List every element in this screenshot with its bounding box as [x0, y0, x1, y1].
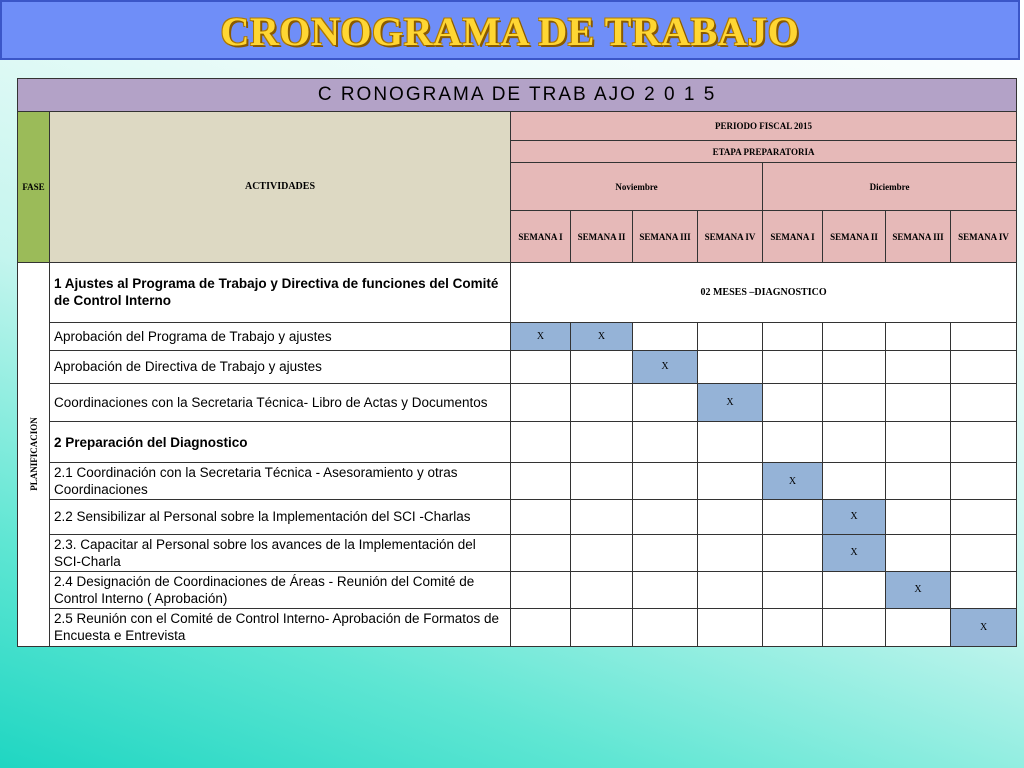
schedule-cell [633, 422, 698, 463]
schedule-cell [951, 422, 1017, 463]
schedule-mark: X [633, 350, 698, 383]
table-row [18, 500, 1017, 534]
schedule-cell [698, 608, 763, 646]
schedule-cell [951, 534, 1017, 571]
schedule-cell [511, 384, 571, 422]
table-row [18, 350, 1017, 383]
table-row [18, 571, 1017, 608]
activity-label: Aprobación del Programa de Trabajo y ajustes [50, 322, 511, 350]
schedule-cell [886, 463, 951, 500]
etapa-header: ETAPA PREPARATORIA [511, 141, 1017, 163]
table-row [18, 384, 1017, 422]
schedule-cell [886, 350, 951, 383]
table-title: C RONOGRAMA DE TRAB AJO 2 0 1 5 [18, 79, 1017, 112]
fase-header: FASE [18, 112, 50, 262]
activity-label: 1 Ajustes al Programa de Trabajo y Directiva de funciones del Comité de Control Interno [50, 262, 511, 322]
schedule-cell [951, 463, 1017, 500]
week-header: SEMANA IV [698, 211, 763, 262]
schedule-cell [886, 500, 951, 534]
table-row [18, 463, 1017, 500]
schedule-cell [763, 534, 823, 571]
schedule-cell [571, 500, 633, 534]
activity-label: 2.4 Designación de Coordinaciones de Áreas - Reunión del Comité de Control Interno ( Aprobación) [50, 571, 511, 608]
activity-label: 2.3. Capacitar al Personal sobre los avances de la Implementación del SCI-Charla [50, 534, 511, 571]
week-header: SEMANA III [886, 211, 951, 262]
activity-label: 2.5 Reunión con el Comité de Control Interno- Aprobación de Formatos de Encuesta e Entrevista [50, 608, 511, 646]
schedule-cell [763, 500, 823, 534]
schedule-table [17, 78, 1017, 647]
schedule-cell [571, 384, 633, 422]
schedule-cell [698, 534, 763, 571]
schedule-mark: X [763, 463, 823, 500]
schedule-cell [633, 571, 698, 608]
activity-label: 2.1 Coordinación con la Secretaria Técnica - Asesoramiento y otras Coordinaciones [50, 463, 511, 500]
schedule-cell [633, 384, 698, 422]
schedule-mark: X [698, 384, 763, 422]
schedule-cell [698, 571, 763, 608]
periodo-header: PERIODO FISCAL 2015 [511, 112, 1017, 141]
title-bar [0, 0, 1020, 60]
schedule-cell [763, 422, 823, 463]
schedule-mark: X [886, 571, 951, 608]
week-header: SEMANA I [511, 211, 571, 262]
schedule-cell [886, 422, 951, 463]
schedule-cell [763, 571, 823, 608]
table-row [18, 422, 1017, 463]
activity-label: 2 Preparación del Diagnostico [50, 422, 511, 463]
month-diciembre: Diciembre [763, 163, 1017, 211]
schedule-cell [951, 384, 1017, 422]
schedule-mark: X [511, 322, 571, 350]
schedule-cell [571, 422, 633, 463]
schedule-cell [698, 350, 763, 383]
activity-label: Aprobación de Directiva de Trabajo y ajustes [50, 350, 511, 383]
table-row [18, 322, 1017, 350]
schedule-cell [886, 384, 951, 422]
schedule-cell [633, 534, 698, 571]
schedule-cell [823, 422, 886, 463]
schedule-mark: X [571, 322, 633, 350]
phase-label: PLANIFICACION [28, 417, 39, 492]
schedule-cell [886, 322, 951, 350]
schedule-cell [951, 322, 1017, 350]
schedule-cell [951, 350, 1017, 383]
schedule-cell [698, 500, 763, 534]
schedule-mark: X [823, 500, 886, 534]
schedule-cell [698, 322, 763, 350]
schedule-cell [511, 500, 571, 534]
week-header: SEMANA IV [951, 211, 1017, 262]
schedule-cell [763, 322, 823, 350]
schedule-cell [823, 322, 886, 350]
schedule-mark: X [823, 534, 886, 571]
schedule-cell [511, 608, 571, 646]
schedule-mark: X [951, 608, 1017, 646]
schedule-cell [763, 350, 823, 383]
schedule-cell [571, 534, 633, 571]
schedule-cell [633, 463, 698, 500]
activity-label: Coordinaciones con la Secretaria Técnica- Libro de Actas y Documentos [50, 384, 511, 422]
schedule-cell [823, 350, 886, 383]
schedule-cell [823, 384, 886, 422]
schedule-cell [763, 384, 823, 422]
schedule-cell [951, 571, 1017, 608]
schedule-cell [763, 608, 823, 646]
week-header: SEMANA II [571, 211, 633, 262]
schedule-cell [886, 608, 951, 646]
schedule-cell [511, 350, 571, 383]
schedule-cell [823, 608, 886, 646]
month-noviembre: Noviembre [511, 163, 763, 211]
schedule-cell [633, 322, 698, 350]
schedule-cell [633, 608, 698, 646]
schedule-cell [511, 534, 571, 571]
schedule-cell [571, 350, 633, 383]
schedule-cell [698, 463, 763, 500]
schedule-cell [698, 422, 763, 463]
slide-title: CRONOGRAMA DE TRABAJO [220, 9, 800, 54]
schedule-cell [571, 463, 633, 500]
schedule-cell [571, 608, 633, 646]
phase-cell [18, 262, 50, 646]
schedule-cell [823, 571, 886, 608]
schedule-cell [886, 534, 951, 571]
diagnostic-label: 02 MESES –DIAGNOSTICO [511, 262, 1017, 322]
table-row [18, 608, 1017, 646]
schedule-cell [571, 571, 633, 608]
week-header: SEMANA I [763, 211, 823, 262]
actividades-header: ACTIVIDADES [50, 112, 511, 262]
table-row [18, 262, 1017, 322]
schedule-cell [511, 463, 571, 500]
schedule-cell [951, 500, 1017, 534]
schedule-cell [823, 463, 886, 500]
week-header: SEMANA III [633, 211, 698, 262]
schedule-cell [511, 571, 571, 608]
activity-label: 2.2 Sensibilizar al Personal sobre la Implementación del SCI -Charlas [50, 500, 511, 534]
schedule-cell [511, 422, 571, 463]
schedule-cell [633, 500, 698, 534]
week-header: SEMANA II [823, 211, 886, 262]
table-row [18, 534, 1017, 571]
